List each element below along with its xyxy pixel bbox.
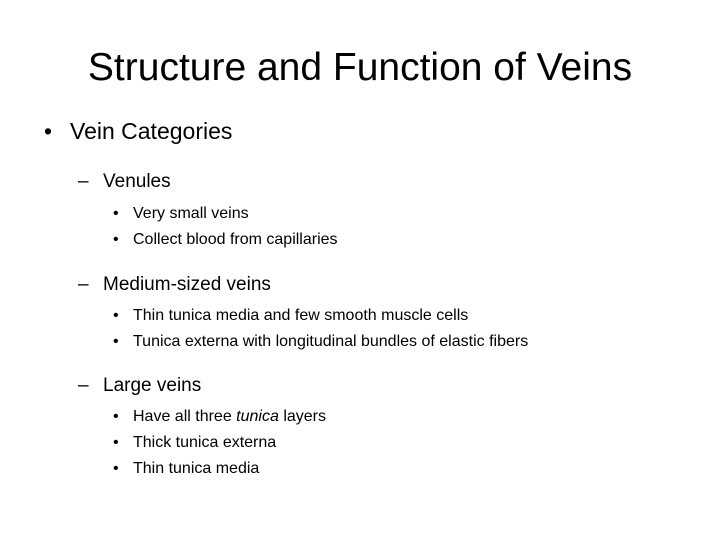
list-item-text (133, 406, 326, 428)
bullet-icon: • (113, 231, 119, 248)
list-item-text: Collect blood from capillaries (133, 231, 338, 248)
bullet-icon: • (113, 307, 119, 324)
dash-icon: – (78, 375, 89, 396)
bullet-icon: • (113, 460, 119, 477)
bullet-icon: • (113, 205, 119, 222)
bullet-icon: • (113, 333, 119, 350)
list-item-text: Very small veins (133, 205, 249, 222)
sub-heading-text: Medium-sized veins (103, 274, 271, 295)
sub-heading-text: Venules (103, 171, 171, 192)
slide-title: Structure and Function of Veins (87, 46, 633, 89)
list-item-text: Thick tunica externa (133, 434, 277, 451)
bullet-icon: • (113, 408, 119, 425)
dash-icon: – (78, 171, 89, 192)
text-run: Have all three (133, 408, 237, 425)
bullet-icon: • (44, 118, 53, 144)
text-run: layers (278, 408, 326, 425)
emphasis-text: tunica (236, 408, 279, 425)
list-item-text: Thin tunica media and few smooth muscle cells (133, 307, 469, 324)
list-item-text: Thin tunica media (133, 460, 260, 477)
sub-heading-text: Large veins (103, 375, 202, 396)
dash-icon: – (78, 274, 89, 295)
list-item-text: Tunica externa with longitudinal bundles of elastic fibers (133, 333, 529, 350)
bullet-icon: • (113, 434, 119, 451)
bullet-text: Vein Categories (70, 118, 233, 144)
